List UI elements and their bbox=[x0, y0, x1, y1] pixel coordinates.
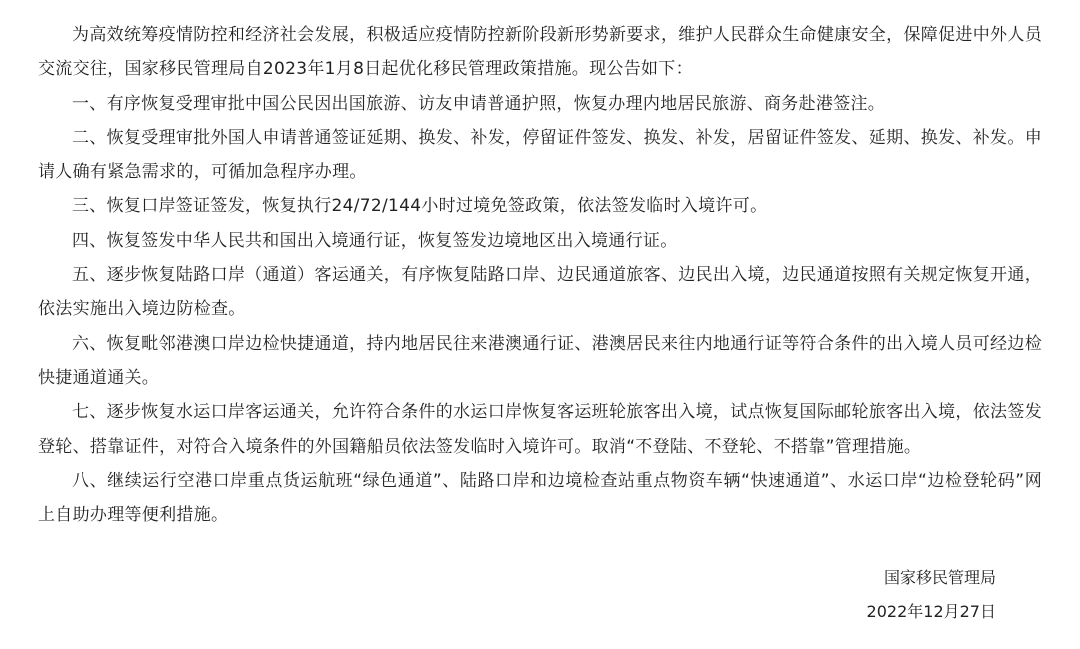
notice-item-8: 八、继续运行空港口岸重点货运航班“绿色通道”、陆路口岸和边境检查站重点物资车辆“快速通道”、水运口岸“边检登轮码”网上自助办理等便利措施。 bbox=[38, 470, 1042, 526]
notice-item-7: 七、逐步恢复水运口岸客运通关，允许符合条件的水运口岸恢复客运班轮旅客出入境，试点恢复国际邮轮旅客出入境，依法签发登轮、搭靠证件，对符合入境条件的外国籍船员依法签发临时入境许可。取消“不登陆、不登轮、不搭靠”管理措施。 bbox=[38, 402, 1042, 457]
issue-date: 2022年12月27日 bbox=[866, 602, 996, 621]
notice-intro-paragraph: 为高效统筹疫情防控和经济社会发展，积极适应疫情防控新阶段新形势新要求，维护人民群众生命健康安全，保障促进中外人员交流交往，国家移民管理局自2023年1月8日起优化移民管理政策措施。现公告如下： bbox=[38, 25, 1042, 80]
notice-item-6: 六、恢复毗邻港澳口岸边检快捷通道，持内地居民往来港澳通行证、港澳居民来往内地通行证等符合条件的出入境人员可经边检快捷通道通关。 bbox=[38, 333, 1042, 388]
notice-item-5: 五、逐步恢复陆路口岸（通道）客运通关，有序恢复陆路口岸、边民通道旅客、边民出入境，边民通道按照有关规定恢复开通，依法实施出入境边防检查。 bbox=[38, 265, 1042, 320]
notice-item-2: 二、恢复受理审批外国人申请普通签证延期、换发、补发，停留证件签发、换发、补发，居留证件签发、延期、换发、补发。申请人确有紧急需求的，可循加急程序办理。 bbox=[38, 127, 1042, 183]
notice-body bbox=[38, 18, 1042, 532]
notice-item-1: 一、有序恢复受理审批中国公民因出国旅游、访友申请普通护照，恢复办理内地居民旅游、商务赴港签注。 bbox=[72, 93, 886, 114]
notice-item-3: 三、恢复口岸签证签发，恢复执行24/72/144小时过境免签政策，依法签发临时入境许可。 bbox=[72, 196, 768, 217]
notice-item-4: 四、恢复签发中华人民共和国出入境通行证，恢复签发边境地区出入境通行证。 bbox=[72, 230, 678, 251]
issuer-signature: 国家移民管理局 bbox=[883, 568, 996, 587]
